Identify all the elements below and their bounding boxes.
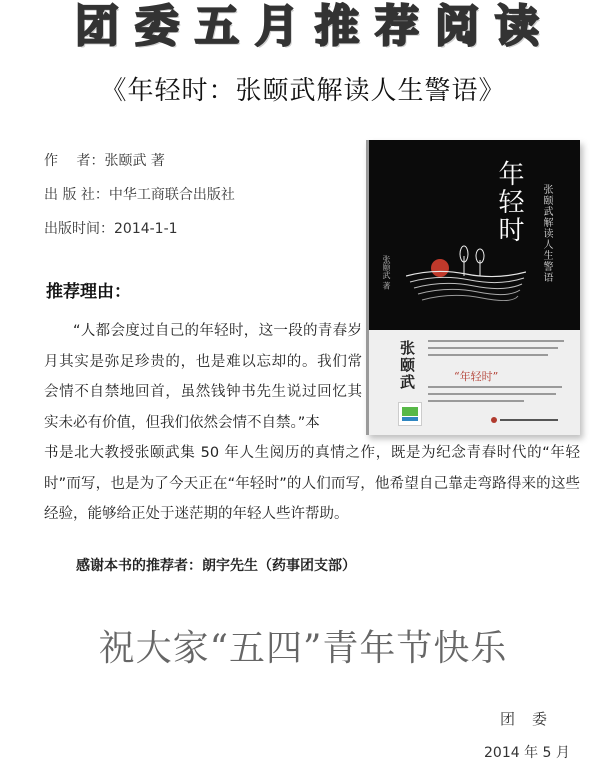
header-char: 阅 (435, 1, 479, 52)
publish-date-line (44, 218, 178, 238)
header-char: 推 (315, 1, 359, 52)
author-value: 张颐武 著 (104, 153, 165, 169)
publish-date-label: 出版时间： (44, 221, 114, 237)
blurb-lines-placeholder (428, 384, 566, 406)
tree-icon (460, 246, 468, 276)
cover-landscape-illustration (406, 238, 526, 318)
signer: 团 委 (500, 710, 549, 728)
cover-spine (366, 140, 369, 435)
thanks-line: 感谢本书的推荐者：朗宇先生（药事团支部） (76, 558, 356, 574)
cover-blurb-text (428, 338, 566, 367)
greeting: 祝大家“五四”青年节快乐 (98, 628, 508, 669)
publisher-value: 中华工商联合出版社 (108, 187, 235, 203)
book-cover-image (366, 140, 580, 435)
cover-title: 年轻时 (494, 160, 524, 244)
reason-title: 推荐理由： (46, 282, 131, 302)
publisher-label: 出 版 社： (44, 187, 109, 203)
tree-icon (476, 249, 484, 276)
header-char: 委 (135, 1, 179, 52)
header-char: 五 (195, 1, 239, 52)
header-banner (72, 1, 542, 54)
header-char: 荐 (375, 1, 419, 52)
cover-author-small: 张颐武 著 (382, 255, 391, 290)
reason-paragraph-first: “人都会度过自己的年轻时，这一段的青春岁月其实是弥足珍贵的，也是难以忘却的。我们常会情不自禁地回首，虽然钱钟书先生说过回忆其实未必有价值，但我们依然会情不自禁。”本 (44, 323, 362, 431)
author-label: 作 者： (44, 153, 105, 169)
cover-quote: “年轻时” (454, 370, 499, 383)
blurb-lines-placeholder (428, 338, 566, 364)
sign-date: 2014 年 5 月 (484, 745, 570, 761)
header-char: 读 (495, 1, 539, 52)
cover-subtitle: 张颐武解读人生警语 (541, 184, 552, 283)
publish-date-value: 2014-1-1 (114, 221, 178, 237)
reason-paragraph-rest: 书是北大教授张颐武集 50 年人生阅历的真情之作，既是为纪念青春时代的“年轻时”而写，也是为了今天正在“年轻时”的人们而写，他希望自己靠走弯路得来的这些经验，能够给正处于迷茫期的年轻人些许帮助。 (44, 445, 580, 522)
cover-blurb-text-2 (428, 384, 566, 409)
header-char: 月 (255, 1, 299, 52)
sun-icon (431, 259, 449, 277)
author-line (44, 150, 165, 170)
publisher-line (44, 184, 235, 204)
header-char: 团 (75, 1, 119, 52)
cover-author: 张颐武 (398, 340, 416, 391)
publisher-badge-icon (398, 402, 422, 426)
book-title: 《年轻时：张颐武解读人生警语》 (100, 76, 506, 106)
cover-publisher-logo-icon (490, 416, 560, 426)
